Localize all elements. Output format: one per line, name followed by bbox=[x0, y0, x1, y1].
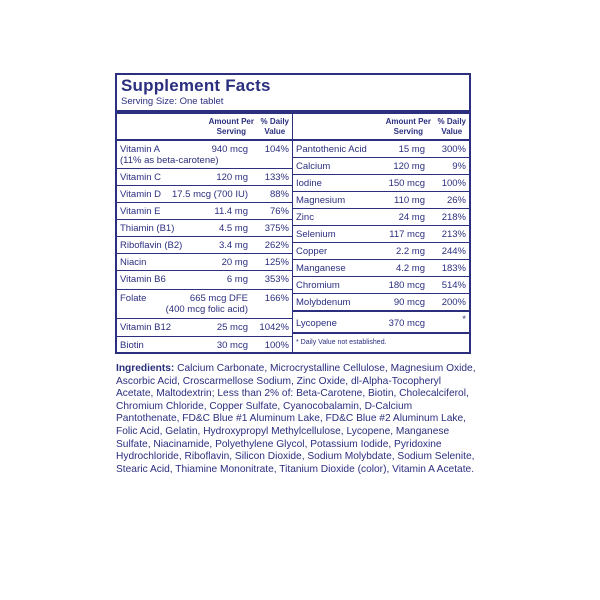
ingredients-text: Calcium Carbonate, Microcrystalline Cellulose, Magnesium Oxide, Ascorbic Acid, Croscarmellose Sodium, Zinc Oxide, dl-Alpha-Tocopheryl Acetate, Maltodextrin; Less than 2% of: Beta-Carotene, Biotin, Cholecalciferol, Chromium Chloride, Copper Sulfate, Cyanocobalamin, D-Calcium Pantothenate, FD&C Blue #1 Aluminum Lake, FD&C Blue #2 Aluminum Lake, Folic Acid, Gelatin, Hydroxypropyl Methylcellulose, Lycopene, Manganese Sulfate, Niacinamide, Polyethylene Glycol, Potassium Iodide, Pyridoxine Hydrochloride, Riboflavin, Silicon Dioxide, Sodium Molybdate, Sodium Selenite, Stearic Acid, Thiamine Mononitrate, Titanium Dioxide (color), Vitamin A Acetate. bbox=[116, 363, 476, 475]
nutrient-row-biotin: Biotin 30 mcg 100% bbox=[120, 340, 289, 351]
ingredients-label: Ingredients: bbox=[116, 363, 178, 374]
supplement-facts-panel bbox=[115, 73, 471, 354]
nutrient-row-folate: Folate 665 mcg DFE 166% (400 mcg folic acid) bbox=[117, 290, 292, 319]
nutrient-row-iodine: Iodine 150 mcg 100% bbox=[293, 175, 469, 192]
dv-header: % Daily Value bbox=[437, 117, 466, 136]
nutrient-row-vitamin-b6: Vitamin B6 6 mg 353% bbox=[117, 271, 292, 290]
nutrient-row-copper: Copper 2.2 mg 244% bbox=[293, 243, 469, 260]
nutrient-row-niacin: Niacin 20 mg 125% bbox=[117, 254, 292, 271]
nutrient-row-thiamin: Thiamin (B1) 4.5 mg 375% bbox=[117, 220, 292, 237]
nutrient-row-vitamin-e: Vitamin E 11.4 mg 76% bbox=[117, 203, 292, 220]
serving-size: Serving Size: One tablet bbox=[121, 96, 224, 107]
nutrient-row-calcium: Calcium 120 mg 9% bbox=[293, 158, 469, 175]
nutrient-row-manganese: Manganese 4.2 mg 183% bbox=[293, 260, 469, 277]
panel-title: Supplement Facts bbox=[121, 76, 271, 95]
nutrient-row-zinc: Zinc 24 mg 218% bbox=[293, 209, 469, 226]
amount-header: Amount Per Serving bbox=[385, 117, 431, 136]
nutrient-row-molybdenum: Molybdenum 90 mcg 200% bbox=[293, 294, 469, 312]
amount-header: Amount Per Serving bbox=[208, 117, 254, 136]
nutrient-row-lycopene: Lycopene 370 mcg * bbox=[293, 312, 469, 334]
dv-header: % Daily Value bbox=[260, 117, 289, 136]
nutrient-row-vitamin-a: Vitamin A 940 mcg 104% (11% as beta-carotene) bbox=[117, 141, 292, 169]
nutrient-row-vitamin-b12: Vitamin B12 25 mcg 1042% bbox=[117, 319, 292, 337]
left-column-header bbox=[117, 114, 292, 141]
ingredients-block bbox=[116, 363, 476, 476]
nutrient-row-pantothenic-acid: Pantothenic Acid 15 mg 300% bbox=[293, 141, 469, 158]
nutrient-row-riboflavin: Riboflavin (B2) 3.4 mg 262% bbox=[117, 237, 292, 254]
footnote-area bbox=[293, 334, 469, 356]
right-column-header bbox=[293, 114, 469, 141]
nutrient-row-selenium: Selenium 117 mcg 213% bbox=[293, 226, 469, 243]
nutrient-row-vitamin-c: Vitamin C 120 mg 133% bbox=[117, 169, 292, 186]
nutrient-row-magnesium: Magnesium 110 mg 26% bbox=[293, 192, 469, 209]
right-column bbox=[293, 114, 469, 356]
footnote: * Daily Value not established. bbox=[296, 339, 387, 346]
left-column bbox=[117, 114, 292, 353]
nutrient-row-chromium: Chromium 180 mcg 514% bbox=[293, 277, 469, 294]
nutrient-row-vitamin-d: Vitamin D 17.5 mcg (700 IU) 88% bbox=[117, 186, 292, 203]
